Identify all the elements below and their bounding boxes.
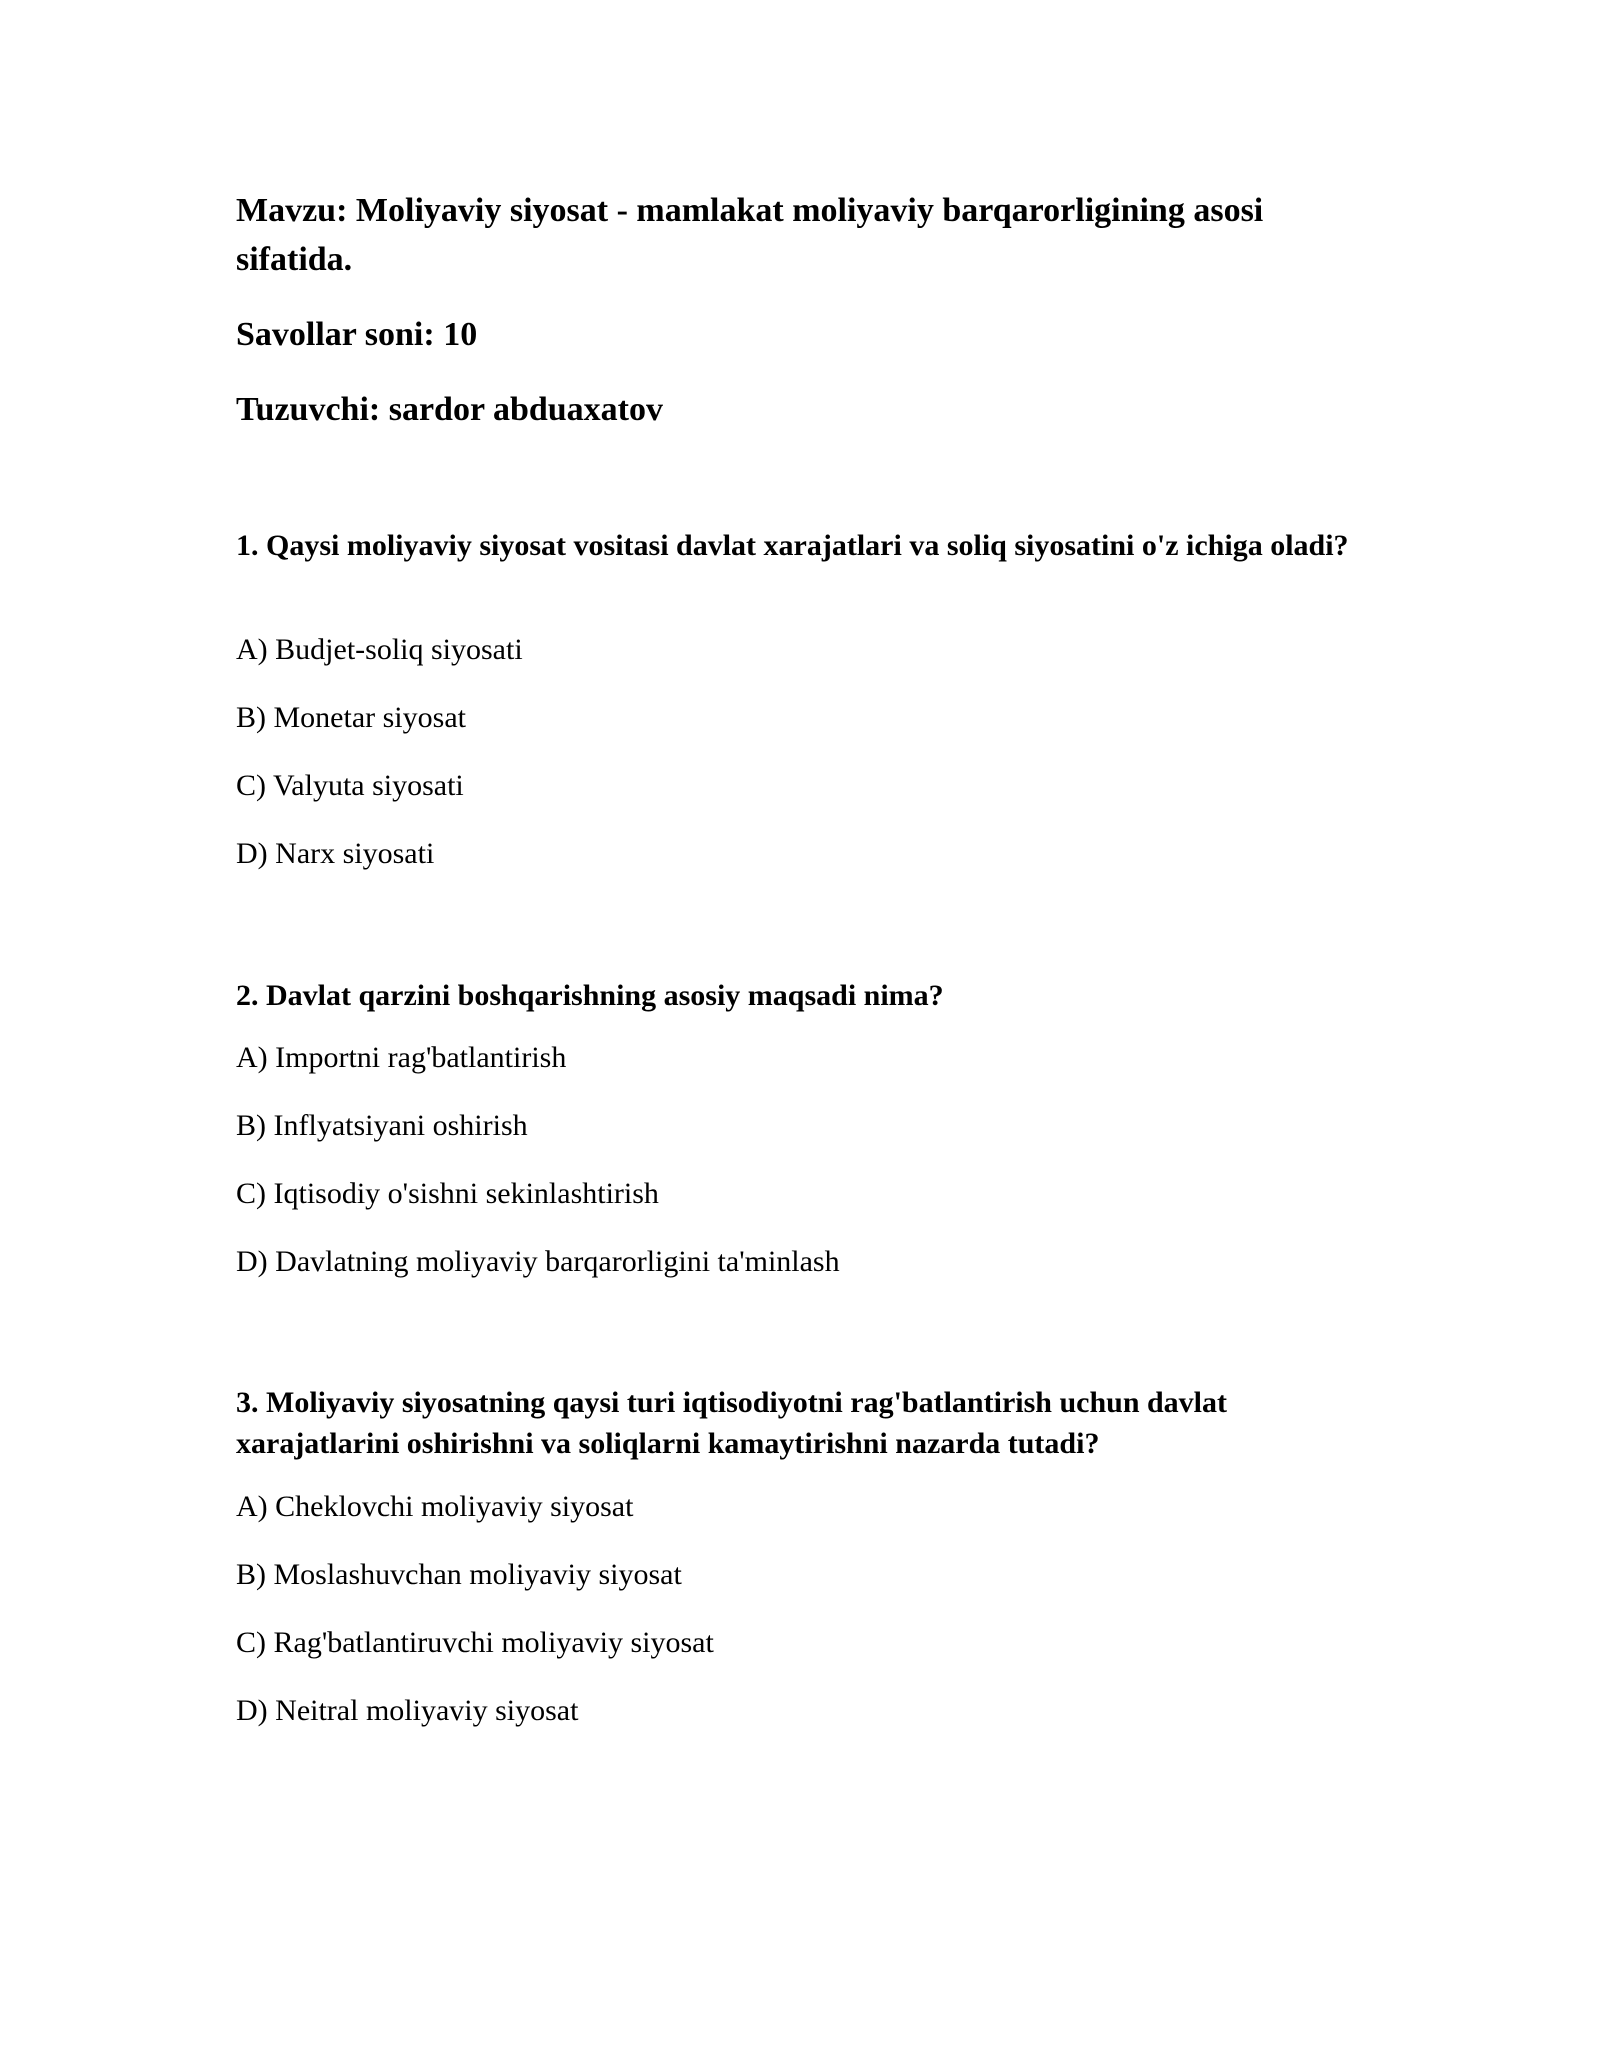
option-d: D) Davlatning moliyaviy barqarorligini ta'minlash bbox=[236, 1245, 840, 1278]
option-b: B) Inflyatsiyani oshirish bbox=[236, 1109, 528, 1142]
topic-title-line-2: sifatida. bbox=[236, 241, 353, 278]
question-block-3 bbox=[236, 1382, 1376, 1727]
option-a: A) Importni rag'batlantirish bbox=[236, 1041, 567, 1074]
question-text: 3. Moliyaviy siyosatning qaysi turi iqtisodiyotni rag'batlantirish uchun davlat xarajatlarini oshirishni va soliqlarni kamaytirishni nazarda tutadi? bbox=[236, 1386, 1228, 1460]
question-text: 1. Qaysi moliyaviy siyosat vositasi davlat xarajatlari va soliq siyosatini o'z ichiga oladi? bbox=[236, 529, 1349, 562]
option-c: C) Rag'batlantiruvchi moliyaviy siyosat bbox=[236, 1626, 714, 1659]
option-d: D) Neitral moliyaviy siyosat bbox=[236, 1694, 579, 1727]
option-b: B) Moslashuvchan moliyaviy siyosat bbox=[236, 1558, 682, 1591]
option-b: B) Monetar siyosat bbox=[236, 701, 466, 734]
option-a: A) Cheklovchi moliyaviy siyosat bbox=[236, 1490, 634, 1523]
option-a: A) Budjet-soliq siyosati bbox=[236, 633, 523, 666]
question-text: 2. Davlat qarzini boshqarishning asosiy maqsadi nima? bbox=[236, 979, 944, 1012]
option-c: C) Valyuta siyosati bbox=[236, 769, 464, 802]
question-block-2 bbox=[236, 975, 1376, 1278]
question-count: Savollar soni: 10 bbox=[236, 316, 478, 353]
option-d: D) Narx siyosati bbox=[236, 837, 435, 870]
author-line: Tuzuvchi: sardor abduaxatov bbox=[236, 391, 663, 428]
topic-title-line-1: Mavzu: Moliyaviy siyosat - mamlakat moliyaviy barqarorligining asosi bbox=[236, 192, 1264, 229]
question-block-1 bbox=[236, 525, 1376, 870]
option-c: C) Iqtisodiy o'sishni sekinlashtirish bbox=[236, 1177, 659, 1210]
